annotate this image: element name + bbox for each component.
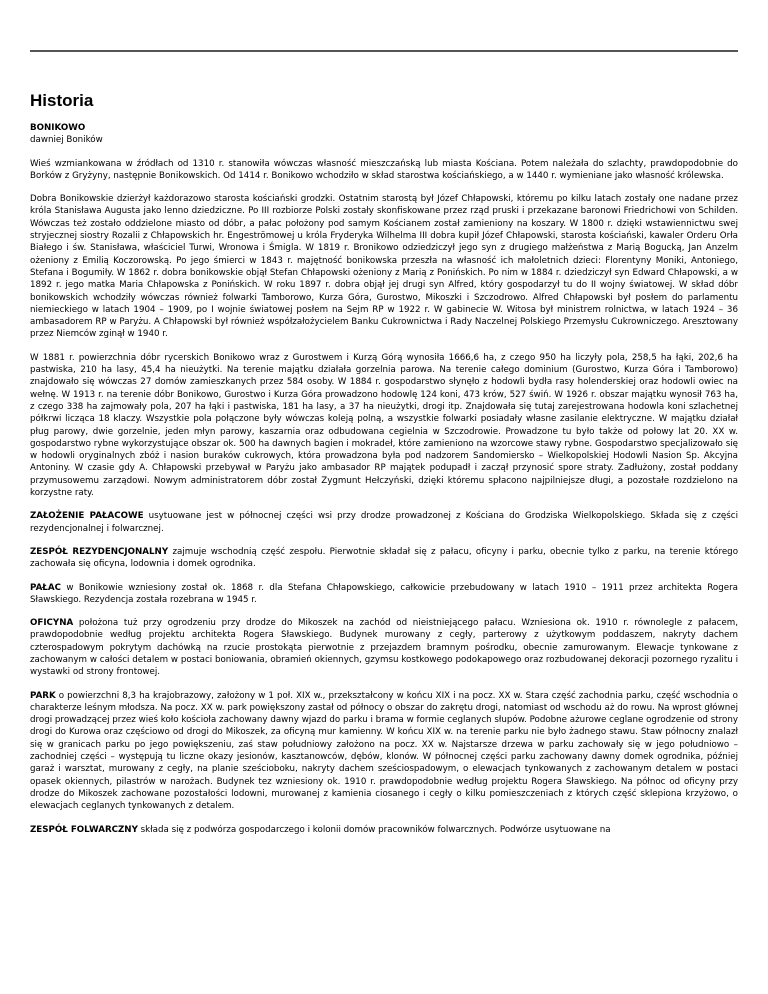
section-annex (30, 617, 738, 678)
section-label: ZESPÓŁ FOLWARCZNY (30, 824, 138, 835)
article (30, 90, 738, 847)
history-paragraph-1: Wieś wzmiankowana w źródłach od 1310 r. stanowiła wówczas własność mieszczańską lub miasta Kościana. Potem należała do szlachty, prawdopodobnie do Borków z Gryżyny, następnie Bonikowskich. Od 1414 r. Bonikowo wchodziło w skład starostwa kościańskiego, a w 1440 r. wymieniane jako własność królewska. (30, 158, 738, 181)
section-label: PARK (30, 690, 56, 701)
page-title: Historia (30, 91, 94, 110)
section-label: PAŁAC (30, 582, 61, 593)
top-divider (30, 50, 738, 52)
section-text: zajmuje wschodnią część zespołu. Pierwotnie składał się z pałacu, oficyny i parku, obecnie tylko z parku, na terenie którego zachowała się oficyna, lodownia i domek ogrodnika. (30, 546, 739, 570)
section-label: OFICYNA (30, 618, 74, 629)
history-paragraph-3: W 1881 r. powierzchnia dóbr rycerskich Bonikowo wraz z Gurostwem i Kurzą Górą wynosiła 1666,6 ha, z czego 950 ha liczyły pola, 258,5 ha łąki, 202,6 ha pastwiska, 210 ha lasy, 45,4 ha nieużytki. Na terenie majątku działała gorzelnia parowa. Na terenie całego dominium (Gurostwo, Kurza Góra i Tamborowo) znajdowało się wówczas 27 domów zamieszkanych przez 584 osoby. W 1884 r. gospodarstwo słynęło z hodowli bydła rasy holenderskiej oraz hodowli owiec na wełnę. W 1913 r. na terenie dóbr Bonikowo, Gurostwo i Kurza Góra prowadzono hodowlę 124 koni, 473 krów, 527 świń. W 1926 r. obszar majątku wynosił 763 ha, z czego 338 ha zajmowały pola, 207 ha łąki i pastwiska, 181 ha lasy, a 37 ha nieużytki, drogi itp. Znajdowała się tutaj zarejestrowana hodowla koni szlachetnej półkrwi licząca 18 klaczy. Wszystkie pola połączone były wówczas koleją polną, a wszystkie folwarki posiadały własne zasilanie elektryczne. W majątku działał pług parowy, dwie gorzelnie, jeden młyn parowy, kaszarnia oraz odbudowana cegielnia w Szczodrowie. Prowadzone tu było także od połowy lat 20. XX w. gospodarstwo rybne wykorzystujące obszar ok. 500 ha dawnych bagien i mokradeł, które zamieniono na wzorcowe stawy rybne. Gospodarstwo specjalizowało się w hodowli oryginalnych zbóż i nasion buraków cukrowych, która prowadzona była pod nadzorem Sandomiersko – Wielkopolskiej Hodowli Nasion Sp. Akcyjna Antoniny. W czasie gdy A. Chłapowski przebywał w Paryżu jako ambasador RP majątek podupadł i zaczął przynosić spore straty. Zadłużony, został poddany przymusowemu zarządowi. Nowym administratorem dóbr został Zygmunt Hełczyński, dzięki któremu spłacono najpilniejsze długi, a pozostałe rozdzielono na korzystne raty. (30, 352, 738, 499)
village-former-name: dawniej Boników (30, 135, 103, 146)
section-text: o powierzchni 8,3 ha krajobrazowy, założony w 1 poł. XIX w., przekształcony w końcu XIX i na pocz. XX w. Stara część zachodnia parku, część wschodnia o charakterze leśnym młodsza. Na pocz. XX w. park powiększony zastał od północy o obszar do zakrętu drogi, natomiast od wschodu aż do rowu. Na wprost głównej drogi prowadzącej przez wieś koło kościoła zachowany dawny wjazd do parku i brama w formie ceglanych słupów. Podobne ażurowe ceglane ogrodzenie od strony drogi do Kurowa oraz częściowo od drogi do Mikoszek, za oficyną mur kamienny. W końcu XIX w. na terenie parku nie było żadnego stawu. Staw północny znalazł się w granicach parku po jego powiększeniu, zaś staw południowy założono na pocz. XX w. Najstarsze drzewa w parku zachowały się w jego południowo – zachodniej części – występują tu liczne okazy jesionów, kasztanowców, dębów, klonów. W północnej części parku zachowany dawny domek ogrodnika, później garaż i warsztat, murowany z cegły, na planie sześcioboku, nakryty dachem sześciospadowym, o elewacjach tynkowanych z zachowanym detalem w postaci opasek okiennych, pilastrów w narożach. Budynek tez wzniesiony ok. 1910 r. prawdopodobnie według projektu Rogera Sławskiego. Na północ od oficyny przy drodze do Mikoszek zachowane pozostałości lodowni, murowanej z kamienia ciosanego i cegły o kilku pomieszczeniach z których część sklepiona krzyżowo, o elewacjach ceglanych tynkowanych z detalem. (30, 690, 738, 812)
section-residential-complex (30, 546, 738, 571)
section-palace-complex (30, 510, 738, 535)
history-paragraph-2: Dobra Bonikowskie dzierżył każdorazowo starosta kościański grodzki. Ostatnim starostą był Józef Chłapowski, któremu po kilku latach zostały one nadane przez króla Stanisława Augusta jako lenno dziedziczne. Po III rozbiorze Polski zostały skonfiskowane przez rząd pruski i przekazane baronowi Friedrichowi von Schilden. Wówczas też zostało oddzielone miasto od dóbr, a pałac położony pod samym Kościanem został zamieniony na koszary. W 1800 r. dzięki wstawiennictwu swej stryjecznej siostry Rozalii z Chłapowskich hr. Engeströmowej u króla Fryderyka Wilhelma III dobra kupił Józef Chłapowski, starosta kościański, kawaler Orderu Orła Białego i św. Stanisława, właściciel Turwi, Wronowa i Śmigla. W 1819 r. Bronikowo odziedziczył jego syn z drugiego małżeństwa z Marią Bogucką, Jan Anzelm ożeniony z Emilią Koczorowską. Po jego śmierci w 1843 r. majętność bonikowska przeszła na własność ich małoletnich dzieci: Florentyny Moniki, Antoniego, Stefana i Bogumiły. W 1862 r. dobra bonikowskie objął Stefan Chłapowski ożeniony z Marią z Ponińskich. Po nim w 1884 r. dziedziczył syn Edward Chłapowski, a w 1892 r. jego matka Maria Chłapowska z Ponińskich. W roku 1897 r. dobra objął jej drugi syn Alfred, który gospodarzył tu do II wojny światowej. W skład dóbr bonikowskich wchodziły wówczas również folwarki Tamborowo, Kurza Góra, Gurostwo, Mikoszki i Szczodrowo. Alfred Chłapowski był posłem do parlamentu niemieckiego w latach 1904 – 1909, po I wojnie światowej posłem na Sejm RP w 1922 r. W gabinecie W. Witosa był ministrem rolnictwa, w latach 1924 – 36 ambasadorem RP w Paryżu. A Chłapowski był również współzałożycielem Banku Cukrownictwa i Rady Naczelnej Polskiego Przemysłu Cukrowniczego. Aresztowany przez Niemców zginął w 1940 r. (30, 194, 738, 340)
section-text: usytuowane jest w północnej części wsi przy drodze prowadzonej z Kościana do Grodziska Wielkopolskiego. Składa się z części rezydencjonalnej i folwarcznej. (30, 511, 738, 534)
intro-block (30, 122, 738, 147)
section-label: ZESPÓŁ REZYDENCJONALNY (30, 546, 169, 557)
village-name: BONIKOWO (30, 123, 86, 133)
section-text: składa się z podwórza gospodarczego i kolonii domów pracowników folwarcznych. Podwórze usytuowane na (137, 824, 611, 835)
section-text: położona tuż przy ogrodzeniu przy drodze do Mikoszek na zachód od nieistniejącego pałacu. Wzniesiona ok. 1910 r. równolegle z pałacem, prawdopodobnie według projektu architekta Rogera Sławskiego. Budynek murowany z cegły, parterowy z użytkowym poddaszem, nakryty dachem czterospadowym pokrytym dachówką na rzucie prostokąta pierwotnie z przejazdem bramnym pośrodku, obecnie zamurowanym. Elewacje tynkowane z zachowanym w całości detalem w postaci boniowania, obramień okiennych, gzymsu kostkowego podokapowego oraz rozbudowanej dekoracji pozornego ryzalitu i wystawki od strony frontowej. (30, 618, 738, 678)
section-text: w Bonikowie wzniesiony został ok. 1868 r. dla Stefana Chłapowskiego, całkowicie przebudowany w latach 1910 – 1911 przez architekta Rogera Sławskiego. Rezydencja została rozebrana w 1945 r. (30, 582, 738, 605)
section-label: ZAŁOŻENIE PAŁACOWE (30, 511, 144, 522)
section-farm-complex (30, 824, 738, 836)
section-park (30, 690, 738, 813)
section-palace (30, 582, 738, 607)
